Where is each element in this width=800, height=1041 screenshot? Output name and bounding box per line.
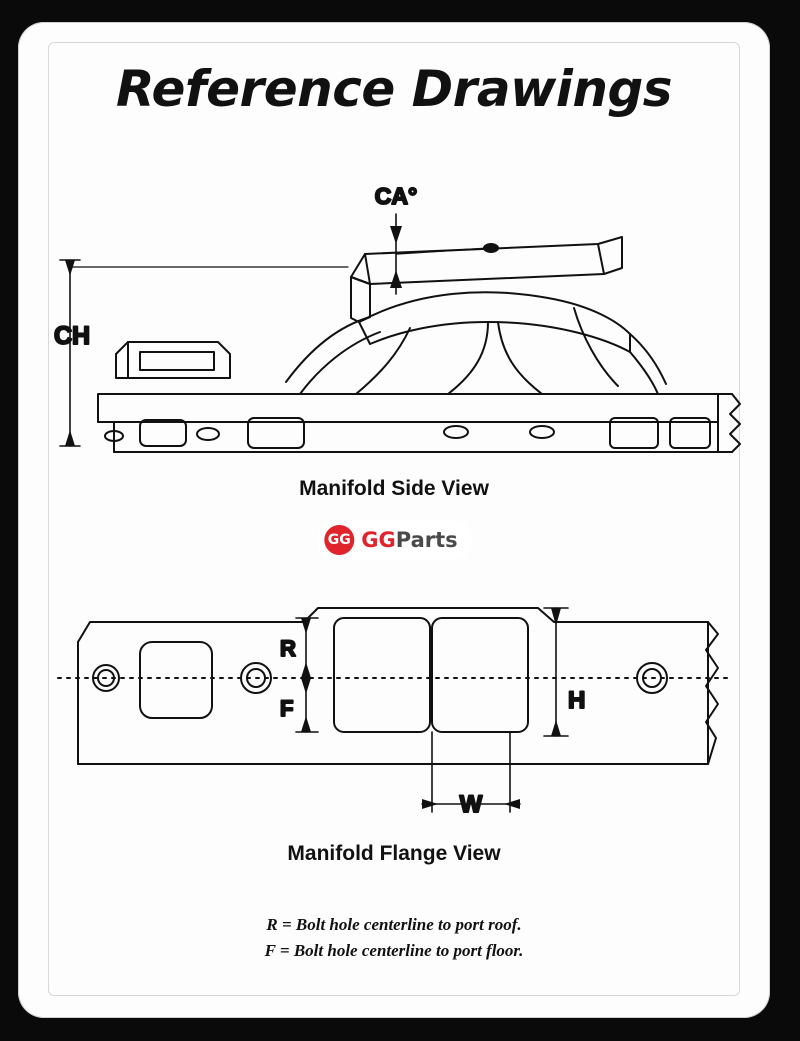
watermark-brand-suffix: Parts bbox=[395, 528, 458, 552]
legend-line-f: F = Bolt hole centerline to port floor. bbox=[264, 941, 524, 960]
caption-manifold-side-view: Manifold Side View bbox=[299, 477, 489, 500]
manifold-flange-view-drawing bbox=[58, 608, 730, 764]
ch-label: CH bbox=[54, 322, 91, 350]
r-label: R bbox=[280, 636, 296, 661]
reference-drawings-card bbox=[18, 22, 770, 1018]
manifold-side-view-drawing bbox=[98, 237, 740, 452]
watermark bbox=[316, 520, 471, 560]
page-title: Reference Drawings bbox=[115, 60, 673, 118]
watermark-brand-text bbox=[361, 528, 457, 552]
ca-label: CA° bbox=[374, 183, 418, 209]
legend-line-r: R = Bolt hole centerline to port roof. bbox=[266, 915, 522, 934]
f-label: F bbox=[280, 696, 294, 721]
caption-manifold-flange-view: Manifold Flange View bbox=[287, 842, 501, 865]
w-label: W bbox=[459, 791, 483, 818]
f-dimension bbox=[296, 678, 318, 732]
watermark-brand-prefix: GG bbox=[361, 528, 396, 552]
h-dimension bbox=[544, 608, 568, 736]
ggparts-logo-icon: GG bbox=[324, 525, 354, 555]
r-dimension bbox=[296, 618, 318, 678]
h-label: H bbox=[568, 687, 586, 714]
